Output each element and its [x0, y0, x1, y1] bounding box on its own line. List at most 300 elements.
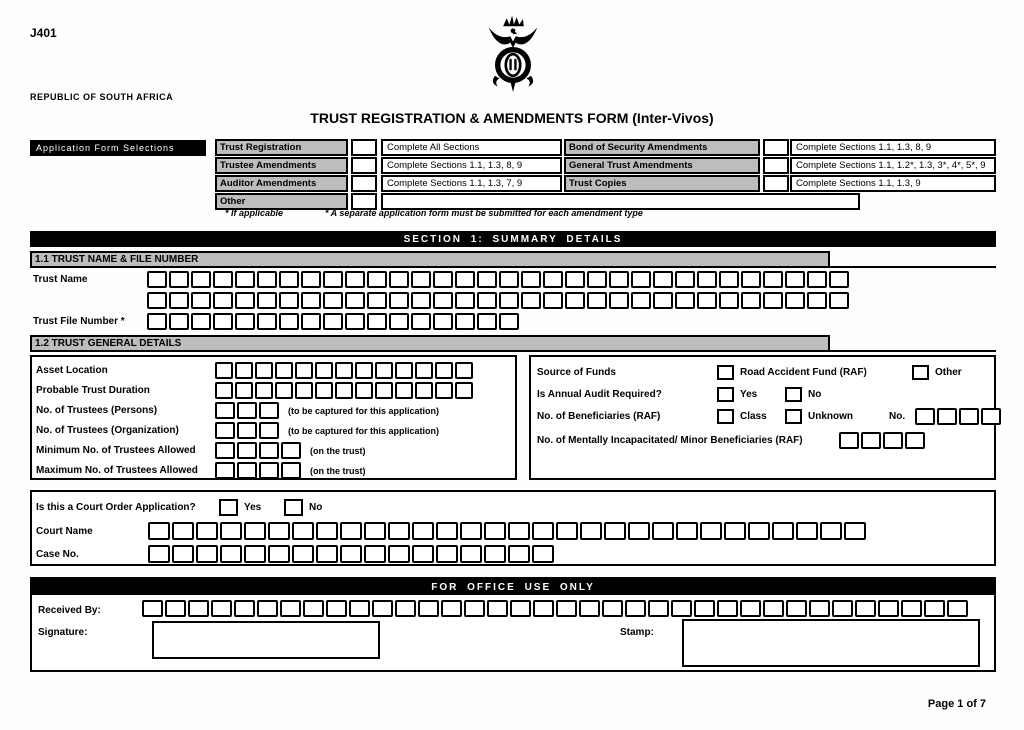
char-cell[interactable]: [191, 271, 211, 288]
char-cell[interactable]: [335, 362, 353, 379]
char-cell[interactable]: [587, 292, 607, 309]
char-cell[interactable]: [484, 545, 506, 563]
char-cell[interactable]: [625, 600, 646, 617]
char-cell[interactable]: [244, 545, 266, 563]
char-cell[interactable]: [740, 600, 761, 617]
checkbox-general-trust[interactable]: [763, 157, 789, 174]
instruction-trust-copies: Complete Sections 1.1, 1.3, 9: [790, 175, 996, 192]
char-cell[interactable]: [499, 271, 519, 288]
char-cell[interactable]: [829, 292, 849, 309]
char-cell[interactable]: [315, 382, 333, 399]
char-cell[interactable]: [191, 313, 211, 330]
char-cell[interactable]: [521, 292, 541, 309]
stamp-label: Stamp:: [620, 627, 654, 638]
char-cell[interactable]: [436, 522, 458, 540]
mentally-incapacitated-row: [537, 431, 994, 455]
char-cell[interactable]: [532, 545, 554, 563]
checkbox-bond-of-security[interactable]: [763, 139, 789, 156]
char-cell[interactable]: [237, 462, 257, 479]
char-cell[interactable]: [213, 271, 233, 288]
char-cell[interactable]: [323, 292, 343, 309]
max-trustees-note: (on the trust): [310, 466, 366, 476]
char-cell[interactable]: [455, 271, 475, 288]
court-order-question-row: [36, 498, 994, 522]
signature-field[interactable]: [152, 621, 380, 659]
char-cell[interactable]: [345, 271, 365, 288]
char-cell[interactable]: [257, 271, 277, 288]
section-1-2-header: [30, 335, 996, 352]
trustees-organization-input[interactable]: [215, 422, 279, 439]
office-use-box: [30, 577, 996, 672]
char-cell[interactable]: [631, 292, 651, 309]
char-cell[interactable]: [295, 382, 313, 399]
char-cell[interactable]: [741, 292, 761, 309]
char-cell[interactable]: [602, 600, 623, 617]
checkbox-funds-other[interactable]: [912, 365, 929, 380]
char-cell[interactable]: [820, 522, 842, 540]
checkbox-raf[interactable]: [717, 365, 734, 380]
received-by-label: Received By:: [38, 605, 101, 616]
char-cell[interactable]: [981, 408, 1001, 425]
min-trustees-label: Minimum No. of Trustees Allowed: [36, 445, 196, 456]
char-cell[interactable]: [355, 382, 373, 399]
char-cell[interactable]: [604, 522, 626, 540]
char-cell[interactable]: [671, 600, 692, 617]
char-cell[interactable]: [215, 362, 233, 379]
char-cell[interactable]: [433, 313, 453, 330]
asset-location-row: [36, 362, 515, 382]
char-cell[interactable]: [415, 362, 433, 379]
char-cell[interactable]: [279, 271, 299, 288]
char-cell[interactable]: [345, 313, 365, 330]
char-cell[interactable]: [786, 600, 807, 617]
char-cell[interactable]: [279, 292, 299, 309]
char-cell[interactable]: [372, 600, 393, 617]
checkbox-trust-registration[interactable]: [351, 139, 377, 156]
char-cell[interactable]: [235, 362, 253, 379]
min-trustees-note: (on the trust): [310, 446, 366, 456]
char-cell[interactable]: [532, 522, 554, 540]
char-cell[interactable]: [455, 313, 475, 330]
trustees-organization-note: (to be captured for this application): [288, 426, 440, 436]
char-cell[interactable]: [415, 382, 433, 399]
char-cell[interactable]: [464, 600, 485, 617]
selection-label-auditor-amendments: Auditor Amendments: [215, 175, 348, 192]
char-cell[interactable]: [237, 442, 257, 459]
char-cell[interactable]: [148, 545, 170, 563]
checkbox-trust-copies[interactable]: [763, 175, 789, 192]
char-cell[interactable]: [412, 545, 434, 563]
checkbox-court-no[interactable]: [284, 499, 303, 516]
case-no-label: Case No.: [36, 549, 79, 560]
char-cell[interactable]: [301, 313, 321, 330]
char-cell[interactable]: [652, 522, 674, 540]
char-cell[interactable]: [389, 313, 409, 330]
char-cell[interactable]: [316, 545, 338, 563]
char-cell[interactable]: [901, 600, 922, 617]
char-cell[interactable]: [235, 382, 253, 399]
char-cell[interactable]: [676, 522, 698, 540]
char-cell[interactable]: [257, 600, 278, 617]
char-cell[interactable]: [268, 545, 290, 563]
selection-label-bond-of-security: Bond of Security Amendments: [564, 139, 760, 156]
char-cell[interactable]: [924, 600, 945, 617]
asset-location-input[interactable]: [215, 362, 473, 379]
char-cell[interactable]: [335, 382, 353, 399]
char-cell[interactable]: [653, 271, 673, 288]
char-cell[interactable]: [433, 292, 453, 309]
court-name-label: Court Name: [36, 526, 93, 537]
char-cell[interactable]: [295, 362, 313, 379]
char-cell[interactable]: [281, 442, 301, 459]
char-cell[interactable]: [844, 522, 866, 540]
char-cell[interactable]: [259, 422, 279, 439]
char-cell[interactable]: [213, 292, 233, 309]
mentally-incapacitated-label: No. of Mentally Incapacitated/ Minor Beneficiaries (RAF): [537, 435, 803, 446]
char-cell[interactable]: [367, 313, 387, 330]
char-cell[interactable]: [340, 545, 362, 563]
char-cell[interactable]: [213, 313, 233, 330]
checkbox-audit-yes[interactable]: [717, 387, 734, 402]
char-cell[interactable]: [411, 292, 431, 309]
char-cell[interactable]: [631, 271, 651, 288]
source-of-funds-row: [537, 363, 994, 385]
char-cell[interactable]: [315, 362, 333, 379]
char-cell[interactable]: [244, 522, 266, 540]
char-cell[interactable]: [275, 362, 293, 379]
char-cell[interactable]: [259, 462, 279, 479]
char-cell[interactable]: [533, 600, 554, 617]
char-cell[interactable]: [395, 362, 413, 379]
char-cell[interactable]: [215, 462, 235, 479]
char-cell[interactable]: [388, 522, 410, 540]
char-cell[interactable]: [349, 600, 370, 617]
char-cell[interactable]: [301, 271, 321, 288]
char-cell[interactable]: [234, 600, 255, 617]
source-of-funds-label: Source of Funds: [537, 367, 616, 378]
char-cell[interactable]: [556, 600, 577, 617]
trustees-persons-input[interactable]: [215, 402, 279, 419]
country-label: REPUBLIC OF SOUTH AFRICA: [30, 92, 174, 102]
char-cell[interactable]: [785, 292, 805, 309]
case-no-row: [36, 545, 994, 568]
checkbox-audit-no[interactable]: [785, 387, 802, 402]
char-cell[interactable]: [809, 600, 830, 617]
checkbox-court-yes[interactable]: [219, 499, 238, 516]
char-cell[interactable]: [741, 271, 761, 288]
instruction-auditor-amendments: Complete Sections 1.1, 1.3, 7, 9: [381, 175, 562, 192]
char-cell[interactable]: [147, 292, 167, 309]
char-cell[interactable]: [220, 522, 242, 540]
char-cell[interactable]: [235, 271, 255, 288]
trust-duration-label: Probable Trust Duration: [36, 385, 150, 396]
char-cell[interactable]: [364, 522, 386, 540]
char-cell[interactable]: [316, 522, 338, 540]
page-number: Page 1 of 7: [927, 698, 986, 710]
max-trustees-row: [36, 462, 515, 482]
char-cell[interactable]: [697, 292, 717, 309]
char-cell[interactable]: [628, 522, 650, 540]
char-cell[interactable]: [375, 382, 393, 399]
char-cell[interactable]: [323, 271, 343, 288]
char-cell[interactable]: [142, 600, 163, 617]
char-cell[interactable]: [412, 522, 434, 540]
footnote-if-applicable: * If applicable: [225, 208, 284, 218]
instruction-trust-registration: Complete All Sections: [381, 139, 562, 156]
char-cell[interactable]: [508, 545, 530, 563]
char-cell[interactable]: [326, 600, 347, 617]
char-cell[interactable]: [292, 545, 314, 563]
raf-option-label: Road Accident Fund (RAF): [740, 367, 867, 378]
char-cell[interactable]: [147, 271, 167, 288]
selection-label-general-trust: General Trust Amendments: [564, 157, 760, 174]
char-cell[interactable]: [301, 292, 321, 309]
char-cell[interactable]: [477, 313, 497, 330]
received-by-input[interactable]: [142, 600, 968, 617]
char-cell[interactable]: [719, 271, 739, 288]
stamp-field[interactable]: [682, 619, 980, 667]
char-cell[interactable]: [237, 402, 257, 419]
char-cell[interactable]: [279, 313, 299, 330]
char-cell[interactable]: [435, 382, 453, 399]
char-cell[interactable]: [510, 600, 531, 617]
char-cell[interactable]: [508, 522, 530, 540]
char-cell[interactable]: [215, 442, 235, 459]
char-cell[interactable]: [268, 522, 290, 540]
char-cell[interactable]: [455, 382, 473, 399]
char-cell[interactable]: [675, 292, 695, 309]
char-cell[interactable]: [694, 600, 715, 617]
char-cell[interactable]: [169, 271, 189, 288]
footnote-separate-form: * A separate application form must be submitted for each amendment type: [325, 208, 643, 218]
char-cell[interactable]: [484, 522, 506, 540]
char-cell[interactable]: [861, 432, 881, 449]
char-cell[interactable]: [235, 292, 255, 309]
char-cell[interactable]: [648, 600, 669, 617]
char-cell[interactable]: [165, 600, 186, 617]
trust-name-row-2[interactable]: [147, 292, 849, 309]
char-cell[interactable]: [436, 545, 458, 563]
char-cell[interactable]: [355, 362, 373, 379]
char-cell[interactable]: [556, 522, 578, 540]
trust-file-number-label: Trust File Number *: [33, 316, 125, 327]
char-cell[interactable]: [937, 408, 957, 425]
char-cell[interactable]: [477, 271, 497, 288]
max-trustees-input[interactable]: [215, 462, 301, 479]
char-cell[interactable]: [215, 382, 233, 399]
case-no-input[interactable]: [148, 545, 554, 563]
char-cell[interactable]: [257, 292, 277, 309]
char-cell[interactable]: [807, 292, 827, 309]
char-cell[interactable]: [609, 271, 629, 288]
char-cell[interactable]: [565, 292, 585, 309]
char-cell[interactable]: [292, 522, 314, 540]
char-cell[interactable]: [878, 600, 899, 617]
char-cell[interactable]: [724, 522, 746, 540]
char-cell[interactable]: [915, 408, 935, 425]
char-cell[interactable]: [460, 522, 482, 540]
char-cell[interactable]: [148, 522, 170, 540]
beneficiaries-row: [537, 407, 994, 431]
beneficiaries-label: No. of Beneficiaries (RAF): [537, 411, 661, 422]
char-cell[interactable]: [455, 292, 475, 309]
court-name-input[interactable]: [148, 522, 866, 540]
trust-duration-input[interactable]: [215, 382, 473, 399]
char-cell[interactable]: [395, 600, 416, 617]
char-cell[interactable]: [364, 545, 386, 563]
court-yes-label: Yes: [244, 502, 262, 513]
general-details-right-box: [529, 355, 996, 480]
char-cell[interactable]: [255, 382, 273, 399]
audit-no-label: No: [808, 389, 822, 400]
char-cell[interactable]: [717, 600, 738, 617]
char-cell[interactable]: [839, 432, 859, 449]
char-cell[interactable]: [435, 362, 453, 379]
section1-banner: SECTION 1: SUMMARY DETAILS: [30, 231, 996, 247]
char-cell[interactable]: [259, 402, 279, 419]
checkbox-auditor-amendments[interactable]: [351, 175, 377, 192]
char-cell[interactable]: [441, 600, 462, 617]
char-cell[interactable]: [395, 382, 413, 399]
char-cell[interactable]: [281, 462, 301, 479]
south-africa-coat-of-arms-icon: [486, 12, 540, 100]
char-cell[interactable]: [275, 382, 293, 399]
char-cell[interactable]: [763, 271, 783, 288]
char-cell[interactable]: [675, 271, 695, 288]
section-1-2-title: 1.2 TRUST GENERAL DETAILS: [30, 335, 830, 352]
char-cell[interactable]: [411, 271, 431, 288]
beneficiaries-count-label: No.: [889, 411, 906, 422]
char-cell[interactable]: [280, 600, 301, 617]
char-cell[interactable]: [196, 545, 218, 563]
char-cell[interactable]: [255, 362, 273, 379]
court-name-row: [36, 522, 994, 545]
min-trustees-input[interactable]: [215, 442, 301, 459]
trust-name-label: Trust Name: [33, 274, 88, 285]
char-cell[interactable]: [700, 522, 722, 540]
char-cell[interactable]: [215, 402, 235, 419]
char-cell[interactable]: [477, 292, 497, 309]
char-cell[interactable]: [169, 292, 189, 309]
char-cell[interactable]: [169, 313, 189, 330]
char-cell[interactable]: [947, 600, 968, 617]
char-cell[interactable]: [389, 271, 409, 288]
char-cell[interactable]: [587, 271, 607, 288]
char-cell[interactable]: [172, 522, 194, 540]
trustees-organization-label: No. of Trustees (Organization): [36, 425, 179, 436]
char-cell[interactable]: [389, 292, 409, 309]
checkbox-beneficiaries-unknown[interactable]: [785, 409, 802, 424]
char-cell[interactable]: [411, 313, 431, 330]
char-cell[interactable]: [196, 522, 218, 540]
char-cell[interactable]: [147, 313, 167, 330]
char-cell[interactable]: [433, 271, 453, 288]
office-use-banner: FOR OFFICE USE ONLY: [32, 579, 994, 595]
char-cell[interactable]: [211, 600, 232, 617]
checkbox-trustee-amendments[interactable]: [351, 157, 377, 174]
char-cell[interactable]: [375, 362, 393, 379]
funds-other-option-label: Other: [935, 367, 962, 378]
trust-duration-row: [36, 382, 515, 402]
char-cell[interactable]: [796, 522, 818, 540]
char-cell[interactable]: [323, 313, 343, 330]
char-cell[interactable]: [763, 292, 783, 309]
char-cell[interactable]: [215, 422, 235, 439]
char-cell[interactable]: [763, 600, 784, 617]
char-cell[interactable]: [188, 600, 209, 617]
char-cell[interactable]: [455, 362, 473, 379]
section-1-1-title: 1.1 TRUST NAME & FILE NUMBER: [30, 251, 830, 268]
checkbox-beneficiaries-class[interactable]: [717, 409, 734, 424]
signature-label: Signature:: [38, 627, 88, 638]
annual-audit-row: [537, 385, 994, 407]
char-cell[interactable]: [697, 271, 717, 288]
char-cell[interactable]: [521, 271, 541, 288]
char-cell[interactable]: [237, 422, 257, 439]
char-cell[interactable]: [829, 271, 849, 288]
char-cell[interactable]: [367, 271, 387, 288]
char-cell[interactable]: [543, 271, 563, 288]
char-cell[interactable]: [807, 271, 827, 288]
char-cell[interactable]: [487, 600, 508, 617]
char-cell[interactable]: [220, 545, 242, 563]
trustees-persons-note: (to be captured for this application): [288, 406, 440, 416]
char-cell[interactable]: [565, 271, 585, 288]
char-cell[interactable]: [580, 522, 602, 540]
char-cell[interactable]: [388, 545, 410, 563]
char-cell[interactable]: [235, 313, 255, 330]
char-cell[interactable]: [259, 442, 279, 459]
trust-file-number-row[interactable]: [147, 313, 519, 330]
char-cell[interactable]: [367, 292, 387, 309]
char-cell[interactable]: [257, 313, 277, 330]
char-cell[interactable]: [719, 292, 739, 309]
char-cell[interactable]: [579, 600, 600, 617]
char-cell[interactable]: [609, 292, 629, 309]
char-cell[interactable]: [785, 271, 805, 288]
char-cell[interactable]: [345, 292, 365, 309]
char-cell[interactable]: [340, 522, 362, 540]
char-cell[interactable]: [460, 545, 482, 563]
char-cell[interactable]: [499, 292, 519, 309]
char-cell[interactable]: [653, 292, 673, 309]
char-cell[interactable]: [748, 522, 770, 540]
char-cell[interactable]: [499, 313, 519, 330]
char-cell[interactable]: [191, 292, 211, 309]
court-no-label: No: [309, 502, 323, 513]
char-cell[interactable]: [303, 600, 324, 617]
char-cell[interactable]: [832, 600, 853, 617]
char-cell[interactable]: [418, 600, 439, 617]
char-cell[interactable]: [172, 545, 194, 563]
mentally-incapacitated-input[interactable]: [839, 432, 925, 449]
beneficiaries-count-input[interactable]: [915, 408, 1001, 425]
max-trustees-label: Maximum No. of Trustees Allowed: [36, 465, 198, 476]
char-cell[interactable]: [959, 408, 979, 425]
audit-yes-label: Yes: [740, 389, 758, 400]
beneficiaries-class-label: Class: [740, 411, 767, 422]
char-cell[interactable]: [905, 432, 925, 449]
trustees-persons-label: No. of Trustees (Persons): [36, 405, 158, 416]
asset-location-label: Asset Location: [36, 365, 108, 376]
char-cell[interactable]: [543, 292, 563, 309]
trust-name-row-1[interactable]: [147, 271, 849, 288]
char-cell[interactable]: [883, 432, 903, 449]
char-cell[interactable]: [772, 522, 794, 540]
form-code: J401: [30, 26, 57, 40]
char-cell[interactable]: [855, 600, 876, 617]
instruction-bond-of-security: Complete Sections 1.1, 1.3, 8, 9: [790, 139, 996, 156]
